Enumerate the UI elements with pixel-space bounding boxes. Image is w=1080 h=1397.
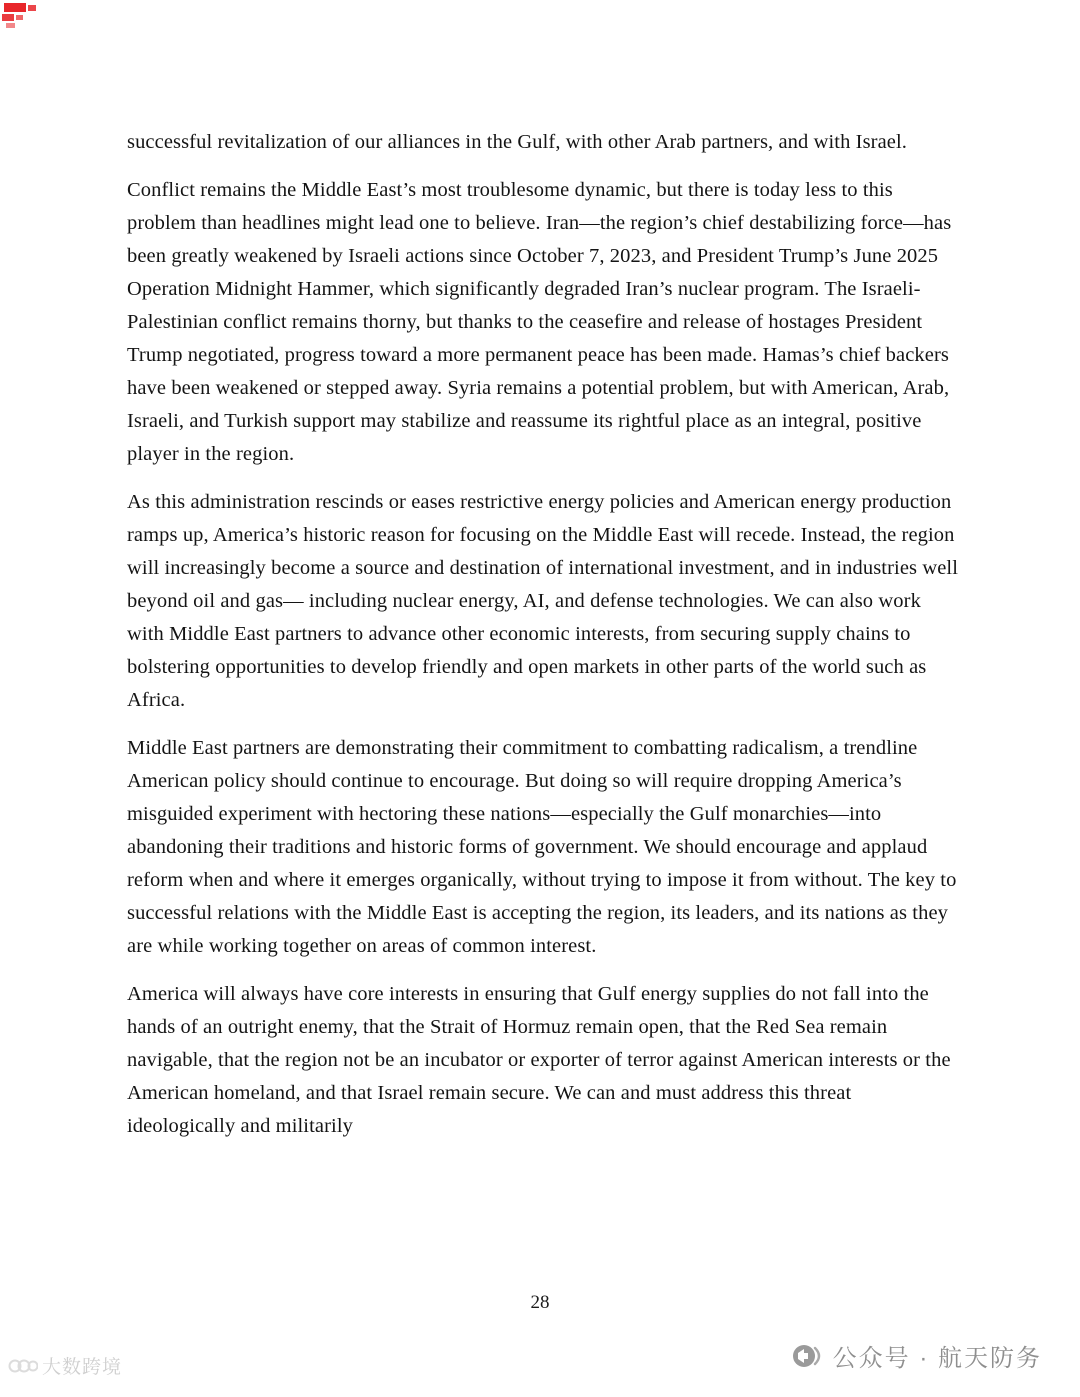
watermark-left-label: 大数跨境 [42, 1357, 123, 1378]
paragraph: America will always have core interests in ensuring that Gulf energy supplies do not fall into the hands of an outright enemy, that the Strait of Hormuz remain open, that the Red Sea remain navigable, that the region not be an incubator or exporter of terror against American interests or the American homeland, and that Israel remain secure. We can and must address this threat ideologically and militarily [127, 983, 951, 1137]
paragraph: Middle East partners are demonstrating their commitment to combatting radicalism, a trendline American policy should continue to encourage. But doing so will require dropping America’s misguided experiment with hectoring these nations—especially the Gulf monarchies—into abandoning their traditions and historic forms of government. We should encourage and applaud reform when and where it emerges organically, without trying to impose it from without. The key to successful relations with the Middle East is accepting the region, its leaders, and its nations as they are while working together on areas of common interest. [127, 737, 957, 957]
paragraph: Conflict remains the Middle East’s most troublesome dynamic, but there is today less to this problem than headlines might lead one to believe. Iran—the region’s chief destabilizing force—has been greatly weakened by Israeli actions since October 7, 2023, and President Trump’s June 2025 Operation Midnight Hammer, which significantly degraded Iran’s nuclear program. The Israeli-Palestinian conflict remains thorny, but thanks to the ceasefire and release of hostages President Trump negotiated, progress toward a more permanent peace has been made. Hamas’s chief backers have been weakened or stepped away. Syria remains a potential problem, but with American, Arab, Israeli, and Turkish support may stabilize and reassume its rightful place as an integral, positive player in the region. [127, 179, 952, 465]
paragraph: As this administration rescinds or eases restrictive energy policies and American energy production ramps up, America’s historic reason for focusing on the Middle East will recede. Instead, the region will increasingly become a source and destination of international investment, and in industries well beyond oil and gas— including nuclear energy, AI, and defense technologies. We can also work with Middle East partners to advance other economic interests, from securing supply chains to bolstering opportunities to develop friendly and open markets in other parts of the world such as Africa. [127, 491, 959, 711]
watermark-bottom-left [8, 1352, 122, 1379]
red-glitch-artifact [0, 0, 48, 32]
watermark-logo-icon [8, 1354, 38, 1378]
paragraph: successful revitalization of our alliances in the Gulf, with other Arab partners, and with Israel. [127, 131, 908, 153]
page-body-text [127, 126, 959, 1158]
megaphone-icon [791, 1341, 823, 1371]
watermark-bottom-right [791, 1338, 1042, 1373]
glitch-pixels-icon [0, 0, 48, 32]
page-number: 28 [530, 1292, 550, 1313]
watermark-right-label: 公众号 · 航天防务 [832, 1345, 1042, 1372]
